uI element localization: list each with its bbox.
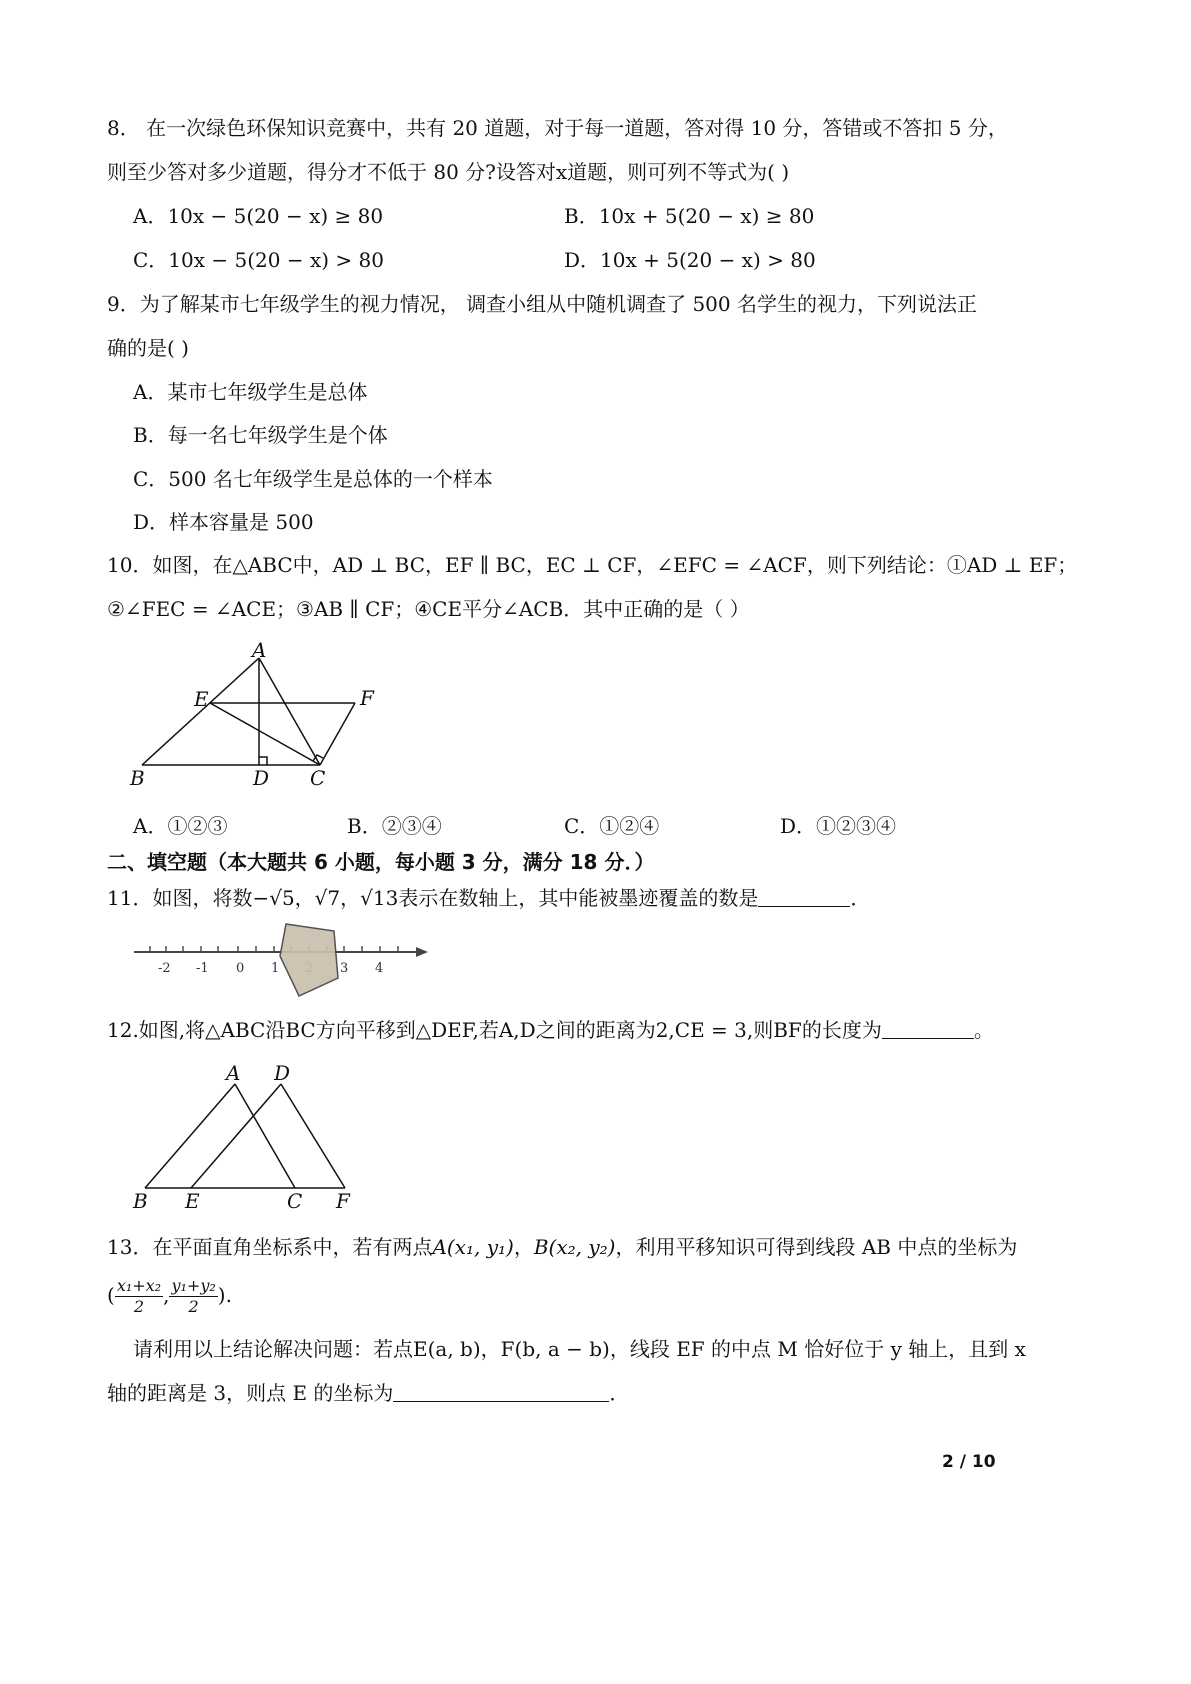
- q10-stem-line2: ②∠FEC = ∠ACE；③AB ∥ CF；④CE平分∠ACB．其中正确的是（ ）: [107, 597, 750, 621]
- q11-tick-0: 0: [236, 961, 245, 976]
- q13-comma: ，: [513, 1235, 534, 1259]
- q9-stem-line2: 确的是( ): [107, 336, 189, 360]
- q12-label-e: E: [185, 1189, 200, 1213]
- q12-label-c: C: [287, 1189, 303, 1213]
- q13-frac-x: [115, 1276, 163, 1317]
- q11-tick-4: 4: [375, 961, 384, 976]
- page-number: 2 / 10: [942, 1452, 996, 1472]
- q10-label-b: B: [130, 766, 145, 790]
- q13-text-b: ，利用平移知识可得到线段 AB 中点的坐标为: [615, 1235, 1018, 1259]
- q11-tick-neg2: -2: [158, 961, 171, 976]
- q13-point-b: B(x₂, y₂): [533, 1235, 616, 1259]
- q12-stem: [107, 1016, 994, 1044]
- section-heading-fill-in: 二、填空题（本大题共 6 小题，每小题 3 分，满分 18 分．）: [107, 850, 655, 874]
- q9-option-d: D．样本容量是 500: [133, 510, 314, 534]
- q11-tick-3: 3: [340, 961, 349, 976]
- q11-answer-blank[interactable]: [758, 886, 850, 907]
- q13-mid-sep: ,: [163, 1283, 170, 1307]
- q10-stem-line1: 10．如图，在△ABC中，AD ⊥ BC，EF ∥ BC，EC ⊥ CF，∠EFC = ∠ACF，则下列结论：①AD ⊥ EF；: [107, 553, 1078, 577]
- q12-stem-text: 12.如图,将△ABC沿BC方向平移到△DEF,若A,D之间的距离为2,CE = 3,则BF的长度为: [107, 1018, 882, 1042]
- q11-stem: [107, 884, 870, 912]
- q13-problem-end: ．: [609, 1381, 630, 1405]
- q10-option-b: B．②③④: [347, 814, 442, 838]
- q11-tick-1: 1: [271, 961, 280, 976]
- q13-mid-close: ).: [217, 1283, 232, 1307]
- q8-option-a: A．10x − 5(20 − x) ≥ 80: [133, 204, 384, 228]
- q11-number-line-figure: [128, 918, 438, 1000]
- q10-option-a: A．①②③: [133, 814, 228, 838]
- q13-frac-x-den: 2: [133, 1297, 145, 1316]
- q11-stem-text: 11．如图，将数−√5，√7，√13表示在数轴上，其中能被墨迹覆盖的数是: [107, 886, 759, 910]
- q13-frac-x-num: x₁+x₂: [116, 1276, 162, 1295]
- q13-frac-y-den: 2: [188, 1297, 199, 1316]
- q10-label-c: C: [310, 766, 326, 790]
- q13-problem-line1: 请利用以上结论解决问题：若点E(a, b)，F(b, a − b)，线段 EF 的中点 M 恰好位于 y 轴上，且到 x: [133, 1337, 1026, 1361]
- q12-translation-figure: [125, 1058, 365, 1218]
- q12-label-a: A: [226, 1061, 241, 1085]
- q13-frac-y-num: y₁+y₂: [171, 1276, 216, 1295]
- q12-label-d: D: [274, 1061, 291, 1085]
- q13-answer-blank[interactable]: [393, 1381, 609, 1402]
- q12-label-b: B: [133, 1189, 148, 1213]
- q13-frac-y: [169, 1276, 217, 1317]
- q12-answer-blank[interactable]: [882, 1018, 974, 1039]
- q10-label-a: A: [252, 638, 267, 662]
- q10-option-c: C．①②④: [564, 814, 660, 838]
- q8-option-c: C．10x − 5(20 − x) > 80: [133, 248, 384, 272]
- q13-midpoint-formula: [107, 1273, 232, 1319]
- q10-label-f: F: [360, 686, 374, 710]
- q12-stem-end: 。: [973, 1018, 994, 1042]
- q13-text-a: 13．在平面直角坐标系中，若有两点: [107, 1235, 433, 1259]
- q8-option-b: B．10x + 5(20 − x) ≥ 80: [564, 204, 815, 228]
- q10-label-d: D: [253, 766, 270, 790]
- q10-triangle-figure: [120, 638, 400, 798]
- q8-stem-line1: 8． 在一次绿色环保知识竞赛中，共有 20 道题，对于每一道题，答对得 10 分，答错或不答扣 5 分，: [107, 116, 1008, 140]
- q12-label-f: F: [336, 1189, 350, 1213]
- q13-mid-open: (: [107, 1283, 115, 1307]
- q10-option-d: D．①②③④: [780, 814, 897, 838]
- q9-option-a: A．某市七年级学生是总体: [133, 380, 368, 404]
- q8-option-d: D．10x + 5(20 − x) > 80: [564, 248, 816, 272]
- q9-stem-line1: 9．为了解某市七年级学生的视力情况， 调查小组从中随机调查了 500 名学生的视力，下列说法正: [107, 292, 977, 316]
- q11-stem-end: ．: [850, 886, 871, 910]
- q13-point-a: A(x₁, y₁): [432, 1235, 514, 1259]
- q13-problem-text: 轴的距离是 3，则点 E 的坐标为: [107, 1381, 394, 1405]
- q10-label-e: E: [194, 687, 209, 711]
- q13-problem-line2: [107, 1379, 629, 1407]
- q11-tick-neg1: -1: [196, 961, 209, 976]
- q9-option-b: B．每一名七年级学生是个体: [133, 423, 388, 447]
- q9-option-c: C．500 名七年级学生是总体的一个样本: [133, 467, 493, 491]
- q8-stem-line2: 则至少答对多少道题，得分才不低于 80 分?设答对x道题，则可列不等式为( ): [107, 160, 790, 184]
- q13-stem-line1: [107, 1233, 1017, 1261]
- q11-ink-blot: [280, 924, 338, 996]
